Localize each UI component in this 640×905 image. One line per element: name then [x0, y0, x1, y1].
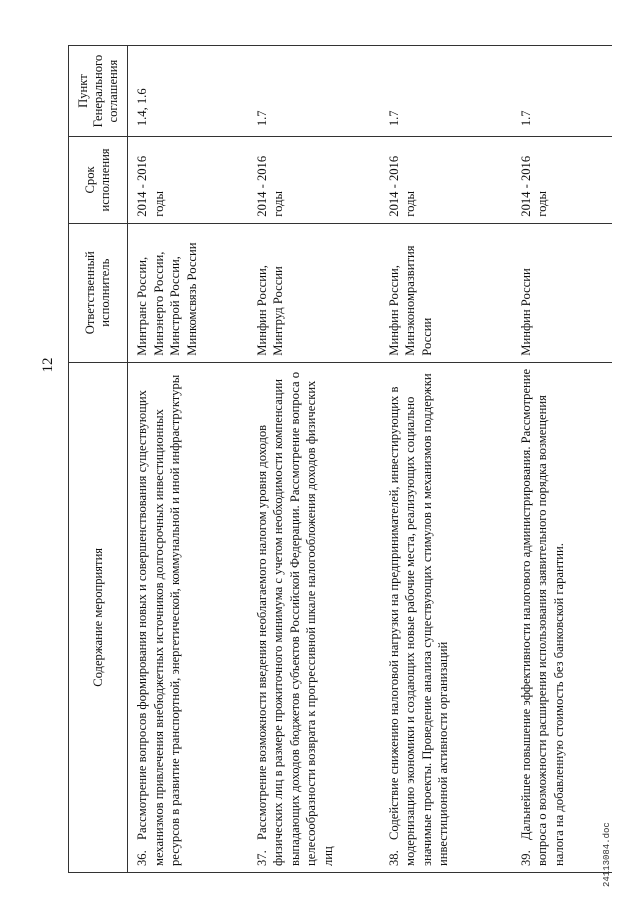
row-number: 38. [386, 850, 401, 866]
table-row [128, 46, 248, 873]
row-term: 2014 - 2016 годы [386, 155, 417, 217]
row-executor-cell [128, 223, 248, 362]
row-point: 1.7 [386, 110, 401, 127]
row-content-cell [512, 362, 612, 872]
row-content-cell [380, 362, 512, 872]
table-row [248, 46, 380, 873]
row-term: 2014 - 2016 годы [254, 155, 285, 217]
row-term-cell [512, 137, 612, 224]
measures-table [68, 45, 612, 873]
table-header-row [69, 46, 128, 873]
row-point: 1.7 [254, 110, 269, 127]
header-term: Срок исполнения [69, 137, 128, 224]
row-content: Содействие снижению налоговой нагрузки на предпринимателей, инвестирующих в модернизацию экономики и создающих новые рабочие места, реализующих социально значимые проекты. Проведение анализа существующих стимулов и механизмов поддержки инвестиционной активности организаций [386, 373, 450, 866]
row-point: 1.7 [518, 110, 533, 127]
table-row [512, 46, 612, 873]
row-point-cell [248, 46, 380, 137]
page-number: 12 [40, 357, 56, 373]
row-term-cell [128, 137, 248, 224]
row-term: 2014 - 2016 годы [518, 155, 549, 217]
row-content: Рассмотрение возможности введения необлагаемого налогом уровня доходов физических лиц в размере прожиточного минимума с учетом необходимости компенсации выпадающих доходов бюджетов субъектов Российской Федерации. Рассмотрение вопроса о целесообразности возврата к прогрессивной шкале налогообложения доходов физических лиц [254, 371, 335, 866]
row-point: 1.4, 1.6 [135, 88, 149, 127]
row-executor: Минфин России [518, 268, 533, 356]
row-executor-cell [248, 223, 380, 362]
row-point-cell [128, 46, 248, 137]
row-content-cell [128, 362, 248, 872]
row-executor: Минфин России, Минэкономразвития России [386, 245, 434, 356]
row-number: 37. [254, 850, 269, 866]
row-term: 2014 - 2016 годы [135, 155, 166, 217]
header-content: Содержание мероприятия [69, 362, 128, 872]
row-executor: Минфин России, Минтруд России [254, 265, 285, 356]
header-executor: Ответственный исполнитель [69, 223, 128, 362]
row-executor: Минтранс России, Минэнерго России, Минстрой России, Минкомсвязь России [135, 242, 199, 356]
table-row [380, 46, 512, 873]
header-point: Пункт Генерального соглашения [69, 46, 128, 137]
row-number: 36. [135, 850, 149, 866]
row-term-cell [248, 137, 380, 224]
row-content: Дальнейшее повышение эффективности налогового администрирования. Рассмотрение вопроса о возможности расширения использования заявительного порядка возмещения налога на добавленную стоимость без банковской гарантии. [518, 368, 566, 866]
row-executor-cell [380, 223, 512, 362]
row-term-cell [380, 137, 512, 224]
row-content-cell [248, 362, 380, 872]
row-point-cell [512, 46, 612, 137]
row-point-cell [380, 46, 512, 137]
row-executor-cell [512, 223, 612, 362]
row-content: Рассмотрение вопросов формирования новых и совершенствования существующих механизмов привлечения внебюджетных источников долгосрочных инвестиционных ресурсов в развитие транспортной, энергетической, коммунальной и иной инфраструктуры [135, 374, 182, 866]
document-file-reference: 24113084.doc [602, 822, 612, 887]
row-number: 39. [518, 850, 533, 866]
